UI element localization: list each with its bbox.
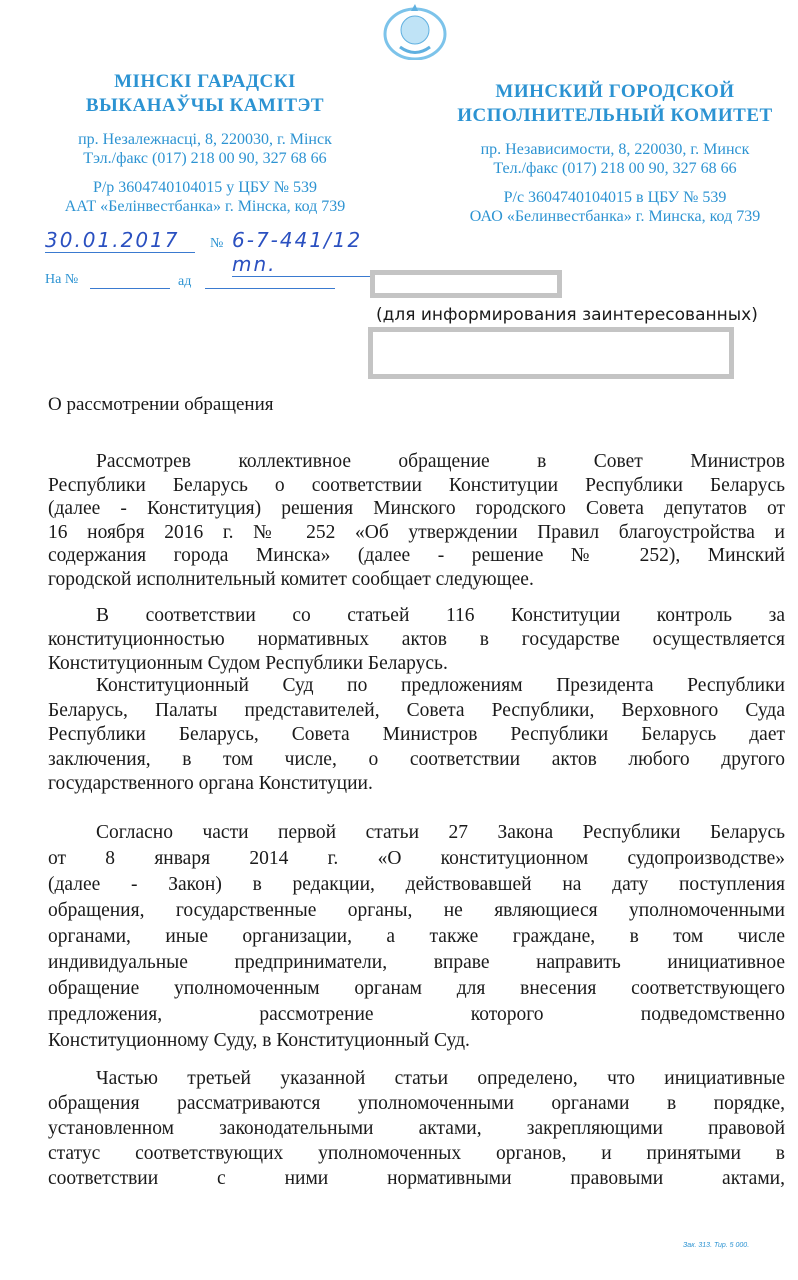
state-emblem-icon: [380, 2, 450, 60]
document-date: 30.01.2017: [45, 228, 195, 253]
subject-line: О рассмотрении обращения: [48, 394, 274, 415]
text-line: Конституционному Суду, в Конституционный Суд.: [48, 1030, 470, 1051]
document-number: 6-7-441/12 mn.: [232, 228, 384, 277]
recipient-note: (для информирования заинтересованных): [376, 305, 758, 325]
letterhead-belarusian: [20, 70, 390, 216]
text-line: конституционностью нормативных актов в государстве осуществляется: [48, 629, 785, 650]
phone: Тэл./факс (017) 218 00 90, 327 68 66: [83, 150, 327, 167]
org-name-line: ВЫКАНАЎЧЫ КАМІТЭТ: [85, 95, 325, 116]
paragraph: [48, 820, 785, 1054]
text-line: 16 ноября 2016 г. № 252 «Об утверждении Правил благоустройства и: [48, 521, 785, 543]
address: пр. Независимости, 8, 220030, г. Минск: [480, 141, 750, 158]
org-name-line: МІНСКІ ГАРАДСКІ: [114, 71, 296, 92]
text-line: обращения рассматриваются уполномоченными органами в порядке,: [48, 1093, 785, 1114]
number-label: №: [210, 236, 224, 251]
text-line: Республики Беларусь о соответствии Конституции Республики Беларусь: [48, 474, 785, 496]
bank-name: ААТ «Белінвестбанка» г. Мінска, код 739: [64, 198, 346, 215]
text-line: государственного органа Конституции.: [48, 773, 373, 794]
reference-number-blank: [90, 288, 170, 289]
paragraph: [48, 450, 785, 591]
text-line: (далее - Закон) в редакции, действовавшей на дату поступления: [48, 874, 785, 895]
reference-date-blank: [205, 288, 335, 289]
org-name-line: ИСПОЛНИТЕЛЬНЫЙ КОМИТЕТ: [457, 105, 773, 126]
text-line: В соответствии со статьей 116 Конституции контроль за: [96, 605, 785, 626]
bank-account: Р/р 3604740104015 у ЦБУ № 539: [92, 179, 318, 196]
text-line: обращения, государственные органы, не являющиеся уполномоченными: [48, 900, 785, 921]
text-line: (далее - Конституция) решения Минского городского Совета депутатов от: [48, 498, 785, 519]
phone: Тел./факс (017) 218 00 90, 327 68 66: [493, 160, 737, 177]
text-line: Частью третьей указанной статьи определено, что инициативные: [96, 1068, 785, 1089]
text-line: индивидуальные предприниматели, вправе направить инициативное: [48, 952, 785, 973]
print-run-note: Зак. 313. Тир. 5 000.: [683, 1242, 750, 1249]
org-name-line: МИНСКИЙ ГОРОДСКОЙ: [495, 81, 735, 102]
reference-label: На №: [45, 272, 79, 287]
text-line: Конституционным Судом Республики Беларусь.: [48, 653, 448, 674]
bank-name: ОАО «Белинвестбанка» г. Минска, код 739: [469, 208, 761, 225]
text-line: городской исполнительный комитет сообщает следующее.: [48, 568, 534, 590]
text-line: предложения, рассмотрение которого подведомственно: [48, 1004, 785, 1025]
letterhead-russian: [440, 80, 790, 226]
text-line: статус соответствующих уполномоченных органов, и принятыми в: [48, 1143, 785, 1164]
text-line: обращение уполномоченным органам для внесения соответствующего: [48, 978, 785, 999]
text-line: Рассмотрев коллективное обращение в Совет Министров: [96, 451, 785, 472]
text-line: заключения, в том числе, о соответствии актов любого другого: [48, 748, 785, 770]
paragraph: [48, 1066, 785, 1191]
redacted-address: [368, 327, 734, 379]
text-line: Конституционный Суд по предложениям Президента Республики: [96, 675, 785, 696]
text-line: Согласно части первой статьи 27 Закона Республики Беларусь: [96, 822, 785, 843]
paragraph: [48, 604, 785, 676]
text-line: установленном законодательными актами, закрепляющими правовой: [48, 1118, 785, 1139]
address: пр. Незалежнасці, 8, 220030, г. Мінск: [78, 131, 332, 148]
text-line: Республики Беларусь, Совета Министров Республики Беларусь дает: [48, 724, 785, 745]
text-line: соответствии с ними нормативными правовыми актами,: [48, 1168, 785, 1189]
reference-from-label: ад: [178, 274, 192, 289]
text-line: Беларусь, Палаты представителей, Совета Республики, Верховного Суда: [48, 699, 785, 721]
text-line: содержания города Минска» (далее - решение № 252), Минский: [48, 545, 785, 566]
redacted-recipient: [370, 270, 562, 298]
paragraph: [48, 674, 785, 797]
text-line: от 8 января 2014 г. «О конституционном судопроизводстве»: [48, 848, 785, 869]
text-line: органами, иные организации, а также граждане, в том числе: [48, 926, 785, 947]
bank-account: Р/с 3604740104015 в ЦБУ № 539: [503, 189, 727, 206]
